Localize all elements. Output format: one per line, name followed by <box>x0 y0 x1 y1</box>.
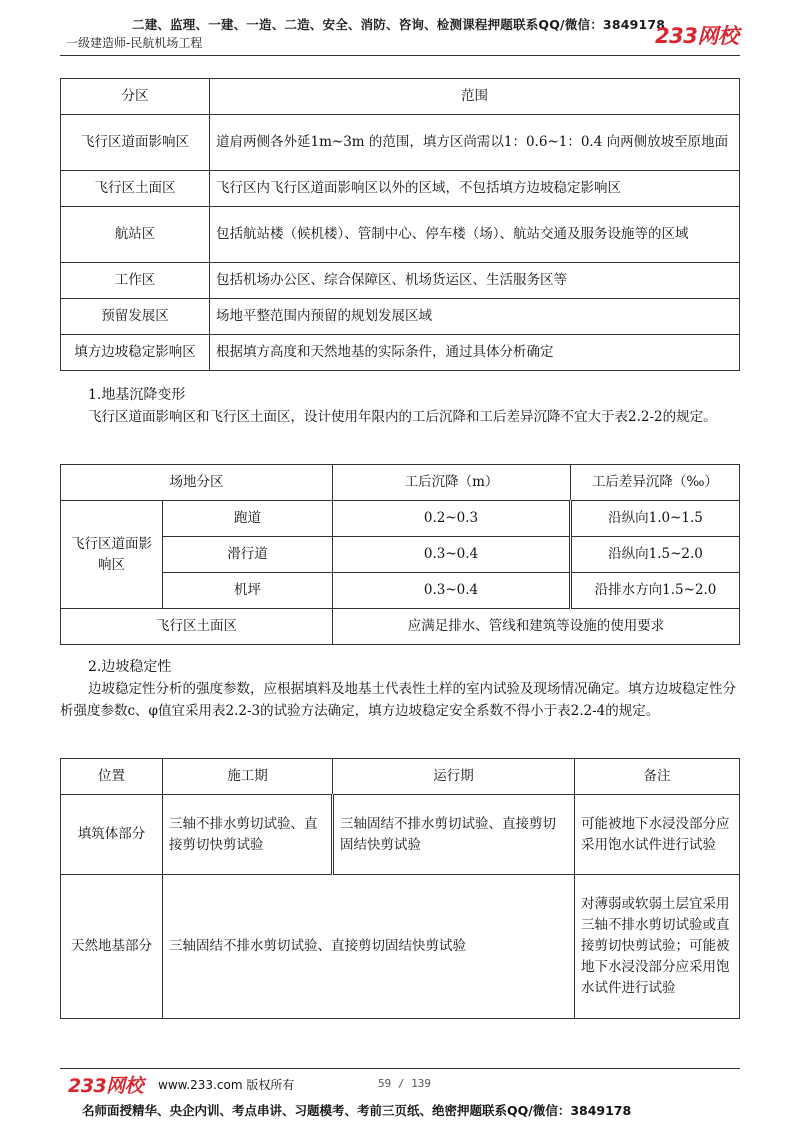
zone-scope: 包括航站楼（候机楼）、管制中心、停车楼（场）、航站交通及服务设施等的区域 <box>210 207 740 263</box>
remark-cell: 可能被地下水浸没部分应采用饱水试件进行试验 <box>575 795 740 875</box>
section-paragraph: 边坡稳定性分析的强度参数，应根据填料及地基土代表性土样的室内试验及现场情况确定。填方边坡稳定性分析强度参数c、φ值宜采用表2.2-3的试验方法确定，填方边坡稳定安全系数不得小于表2.2-4的规定。 <box>60 681 736 719</box>
table-row <box>61 573 740 609</box>
zone-name: 飞行区土面区 <box>61 171 210 207</box>
differential-settlement-value: 沿纵向1.5~2.0 <box>571 537 740 573</box>
table-row <box>61 171 740 207</box>
table-row <box>61 609 740 645</box>
test-method-cell: 三轴固结不排水剪切试验、直接剪切固结快剪试验 <box>163 875 575 1019</box>
brand-logo: 233网校 <box>655 24 739 48</box>
zone-name: 飞行区道面影响区 <box>61 115 210 171</box>
settlement-table <box>60 464 740 645</box>
table-row <box>61 115 740 171</box>
section-title: 1.地基沉降变形 <box>88 387 186 403</box>
test-method-table <box>60 758 740 1019</box>
header-ad-text: 二建、监理、一建、一造、二造、安全、消防、咨询、检测课程押题联系QQ/微信：3849178 <box>132 17 666 32</box>
header-divider <box>60 55 740 56</box>
zone-name: 填方边坡稳定影响区 <box>61 335 210 371</box>
table-header-cell: 工后沉降（m） <box>333 465 571 501</box>
settlement-value: 0.2~0.3 <box>333 501 571 537</box>
zone-name: 航站区 <box>61 207 210 263</box>
zone-scope: 场地平整范围内预留的规划发展区域 <box>210 299 740 335</box>
position-cell: 填筑体部分 <box>61 795 163 875</box>
differential-settlement-value: 沿排水方向1.5~2.0 <box>571 573 740 609</box>
table-row <box>61 299 740 335</box>
table-header-row <box>61 759 740 795</box>
settlement-value: 0.3~0.4 <box>333 537 571 573</box>
table-header-row <box>61 465 740 501</box>
table-header-cell: 工后差异沉降（‰） <box>571 465 740 501</box>
table-header-cell: 分区 <box>61 79 210 115</box>
table-header-cell: 位置 <box>61 759 163 795</box>
sub-zone: 滑行道 <box>163 537 333 573</box>
section-title: 2.边坡稳定性 <box>88 659 172 675</box>
position-cell: 天然地基部分 <box>61 875 163 1019</box>
section-paragraph: 飞行区道面影响区和飞行区土面区，设计使用年限内的工后沉降和工后差异沉降不宜大于表2.2-2的规定。 <box>88 409 717 425</box>
table-row <box>61 537 740 573</box>
sub-zone: 跑道 <box>163 501 333 537</box>
table-header-cell: 施工期 <box>163 759 333 795</box>
page-number: 59 / 139 <box>378 1077 431 1090</box>
course-title: 一级建造师-民航机场工程 <box>66 36 203 50</box>
footer-divider <box>60 1068 740 1069</box>
table-header-cell: 运行期 <box>333 759 575 795</box>
table-header-row <box>61 79 740 115</box>
zone-scope: 包括机场办公区、综合保障区、机场货运区、生活服务区等 <box>210 263 740 299</box>
table-row <box>61 795 740 875</box>
table-header-cell: 备注 <box>575 759 740 795</box>
construction-period-cell: 三轴不排水剪切试验、直接剪切快剪试验 <box>163 795 333 875</box>
differential-settlement-value: 沿纵向1.0~1.5 <box>571 501 740 537</box>
footer-logo: 233网校 <box>68 1075 144 1097</box>
operation-period-cell: 三轴固结不排水剪切试验、直接剪切固结快剪试验 <box>333 795 575 875</box>
settlement-value: 0.3~0.4 <box>333 573 571 609</box>
table-row <box>61 501 740 537</box>
zone-name: 预留发展区 <box>61 299 210 335</box>
zone-scope: 道肩两侧各外延1m~3m 的范围，填方区尚需以1：0.6~1：0.4 向两侧放坡至原地面 <box>210 115 740 171</box>
zone-scope: 飞行区内飞行区道面影响区以外的区域，不包括填方边坡稳定影响区 <box>210 171 740 207</box>
footer-site: www.233.com 版权所有 <box>158 1078 295 1092</box>
table-header-cell: 范围 <box>210 79 740 115</box>
sub-zone: 机坪 <box>163 573 333 609</box>
table-row <box>61 263 740 299</box>
table-row <box>61 335 740 371</box>
zone-name: 工作区 <box>61 263 210 299</box>
table-row <box>61 875 740 1019</box>
remark-cell: 对薄弱或软弱土层宜采用三轴不排水剪切试验或直接剪切快剪试验；可能被地下水浸没部分应采用饱水试件进行试验 <box>575 875 740 1019</box>
zone-group-label: 飞行区道面影响区 <box>61 501 163 609</box>
zone-name: 飞行区土面区 <box>61 609 333 645</box>
zone-scope: 根据填方高度和天然地基的实际条件，通过具体分析确定 <box>210 335 740 371</box>
table-row <box>61 207 740 263</box>
table-header-cell: 场地分区 <box>61 465 333 501</box>
footer-ad-text: 名师面授精华、央企内训、考点串讲、习题模考、考前三页纸、绝密押题联系QQ/微信：3849178 <box>82 1103 632 1118</box>
requirement-text: 应满足排水、管线和建筑等设施的使用要求 <box>333 609 740 645</box>
zone-table <box>60 78 740 371</box>
